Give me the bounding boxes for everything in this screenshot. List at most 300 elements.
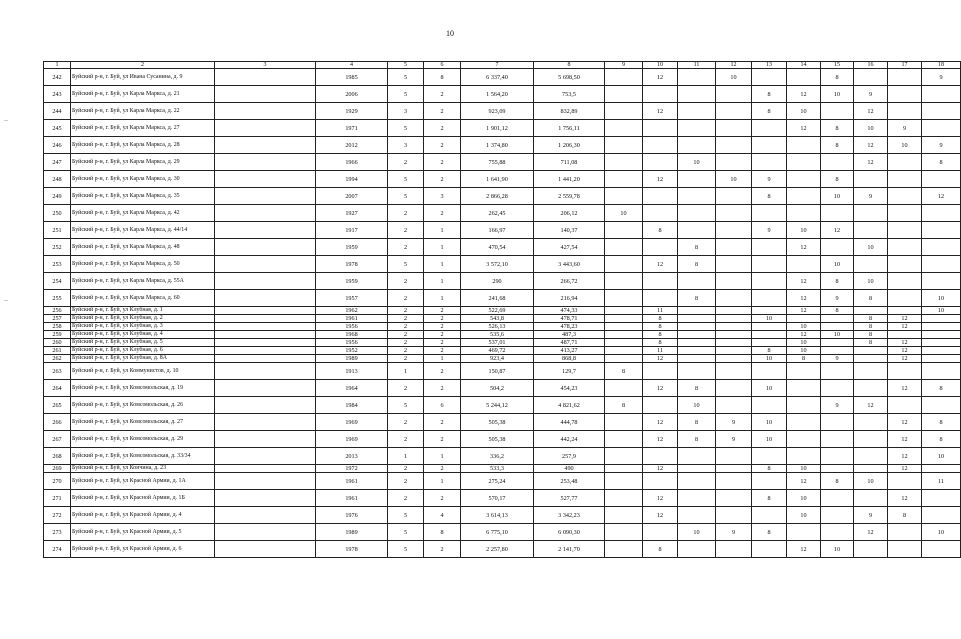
area-cell: 504,2 <box>461 380 534 397</box>
value-cell <box>605 347 643 355</box>
table-row <box>44 524 961 541</box>
value-cell <box>605 154 643 171</box>
value-cell <box>678 307 716 315</box>
value-cell <box>605 380 643 397</box>
value-cell <box>922 355 961 363</box>
value-cell: 12 <box>888 347 922 355</box>
table-row <box>44 120 961 137</box>
row-number-cell: 273 <box>44 524 71 541</box>
value-cell: 1 <box>424 239 461 256</box>
empty-cell <box>215 137 316 154</box>
row-number-cell: 242 <box>44 69 71 86</box>
value-cell <box>605 188 643 205</box>
value-cell <box>605 86 643 103</box>
value-cell: 8 <box>854 323 888 331</box>
area-cell: 474,33 <box>534 307 605 315</box>
table-body <box>44 69 961 558</box>
value-cell: 12 <box>888 355 922 363</box>
address-cell: Буйский р-н, г. Буй, ул Клубная, д. 8А <box>71 355 215 363</box>
value-cell: 8 <box>678 380 716 397</box>
value-cell <box>605 448 643 465</box>
value-cell: 5 <box>388 541 424 558</box>
value-cell: 9 <box>888 120 922 137</box>
area-cell: 241,68 <box>461 290 534 307</box>
table-row <box>44 273 961 290</box>
value-cell: 2 <box>388 323 424 331</box>
area-cell: 1 901,12 <box>461 120 534 137</box>
value-cell <box>821 507 854 524</box>
value-cell <box>716 154 752 171</box>
value-cell: 2 <box>388 465 424 473</box>
row-number-cell: 254 <box>44 273 71 290</box>
table-row <box>44 339 961 347</box>
column-header-18: 18 <box>922 62 961 69</box>
value-cell <box>678 86 716 103</box>
area-cell: 442,24 <box>534 431 605 448</box>
value-cell <box>922 465 961 473</box>
value-cell <box>752 507 787 524</box>
value-cell: 12 <box>787 273 821 290</box>
value-cell <box>854 363 888 380</box>
value-cell: 8 <box>821 69 854 86</box>
value-cell <box>678 507 716 524</box>
value-cell <box>787 256 821 273</box>
address-cell: Буйский р-н, г. Буй, ул Кончина, д. 23 <box>71 465 215 473</box>
area-cell: 6 337,40 <box>461 69 534 86</box>
value-cell: 1966 <box>316 154 388 171</box>
empty-cell <box>215 414 316 431</box>
value-cell <box>678 315 716 323</box>
area-cell: 290 <box>461 273 534 290</box>
area-cell: 535,6 <box>461 331 534 339</box>
value-cell: 8 <box>605 397 643 414</box>
value-cell: 10 <box>678 524 716 541</box>
address-cell: Буйский р-н, г. Буй, ул Красной Армии, д. 5 <box>71 524 215 541</box>
value-cell <box>605 541 643 558</box>
address-cell: Буйский р-н, г. Буй, ул Ивана Сусанина, д. 9 <box>71 69 215 86</box>
value-cell: 12 <box>787 239 821 256</box>
area-cell: 470,54 <box>461 239 534 256</box>
value-cell: 2 <box>388 473 424 490</box>
value-cell: 9 <box>854 86 888 103</box>
table-row <box>44 103 961 120</box>
value-cell <box>854 222 888 239</box>
address-cell: Буйский р-н, г. Буй, ул Красной Армии, д. 1А <box>71 473 215 490</box>
row-number-cell: 257 <box>44 315 71 323</box>
value-cell <box>854 448 888 465</box>
area-cell: 868,8 <box>534 355 605 363</box>
value-cell <box>605 290 643 307</box>
value-cell <box>605 120 643 137</box>
empty-cell <box>215 323 316 331</box>
value-cell <box>605 273 643 290</box>
area-cell: 1 206,30 <box>534 137 605 154</box>
value-cell: 1 <box>424 290 461 307</box>
value-cell: 9 <box>752 171 787 188</box>
value-cell <box>752 290 787 307</box>
value-cell: 12 <box>787 307 821 315</box>
row-number-cell: 272 <box>44 507 71 524</box>
table-row <box>44 473 961 490</box>
value-cell: 12 <box>888 414 922 431</box>
column-header-9: 9 <box>605 62 643 69</box>
value-cell: 8 <box>854 331 888 339</box>
value-cell: 12 <box>787 541 821 558</box>
table-row <box>44 137 961 154</box>
table-row <box>44 465 961 473</box>
value-cell: 10 <box>787 347 821 355</box>
value-cell: 8 <box>752 490 787 507</box>
value-cell: 9 <box>922 69 961 86</box>
value-cell <box>643 188 678 205</box>
value-cell <box>716 347 752 355</box>
value-cell <box>752 541 787 558</box>
value-cell <box>854 205 888 222</box>
value-cell: 8 <box>424 524 461 541</box>
column-header-14: 14 <box>787 62 821 69</box>
area-cell: 923,09 <box>461 103 534 120</box>
value-cell <box>678 339 716 347</box>
address-cell: Буйский р-н, г. Буй, ул Красной Армии, д. 4 <box>71 507 215 524</box>
area-cell: 526,13 <box>461 323 534 331</box>
table-row <box>44 239 961 256</box>
value-cell: 1964 <box>316 380 388 397</box>
value-cell <box>716 363 752 380</box>
address-cell: Буйский р-н, г. Буй, ул Клубная, д. 3 <box>71 323 215 331</box>
area-cell: 6 090,30 <box>534 524 605 541</box>
value-cell <box>854 307 888 315</box>
address-cell: Буйский р-н, г. Буй, ул Карла Маркса, д. 44/14 <box>71 222 215 239</box>
value-cell: 2 <box>424 103 461 120</box>
value-cell: 2 <box>424 205 461 222</box>
row-number-cell: 244 <box>44 103 71 120</box>
area-cell: 490 <box>534 465 605 473</box>
row-number-cell: 246 <box>44 137 71 154</box>
value-cell: 2 <box>388 339 424 347</box>
value-cell <box>716 137 752 154</box>
value-cell <box>888 69 922 86</box>
value-cell: 8 <box>643 541 678 558</box>
value-cell <box>854 256 888 273</box>
value-cell: 2 <box>424 137 461 154</box>
value-cell: 5 <box>388 69 424 86</box>
address-cell: Буйский р-н, г. Буй, ул Клубная, д. 4 <box>71 331 215 339</box>
value-cell <box>643 137 678 154</box>
area-cell: 257,9 <box>534 448 605 465</box>
value-cell <box>854 465 888 473</box>
value-cell <box>922 323 961 331</box>
value-cell <box>716 541 752 558</box>
value-cell: 2 <box>388 307 424 315</box>
value-cell <box>752 69 787 86</box>
value-cell: 2 <box>424 154 461 171</box>
table-row <box>44 222 961 239</box>
value-cell <box>922 507 961 524</box>
row-number-cell: 260 <box>44 339 71 347</box>
value-cell <box>854 171 888 188</box>
row-number-cell: 253 <box>44 256 71 273</box>
area-cell: 454,23 <box>534 380 605 397</box>
value-cell: 2 <box>424 414 461 431</box>
value-cell: 10 <box>787 490 821 507</box>
value-cell: 11 <box>643 307 678 315</box>
value-cell <box>752 339 787 347</box>
table-row <box>44 331 961 339</box>
area-cell: 487,71 <box>534 339 605 347</box>
value-cell <box>821 323 854 331</box>
column-header-1: 1 <box>44 62 71 69</box>
area-cell: 3 443,60 <box>534 256 605 273</box>
value-cell <box>854 347 888 355</box>
value-cell: 12 <box>643 256 678 273</box>
value-cell: 12 <box>821 222 854 239</box>
value-cell <box>716 397 752 414</box>
value-cell <box>888 239 922 256</box>
value-cell <box>922 273 961 290</box>
value-cell: 8 <box>821 137 854 154</box>
value-cell: 5 <box>388 188 424 205</box>
table-row <box>44 347 961 355</box>
value-cell: 1984 <box>316 397 388 414</box>
value-cell <box>605 414 643 431</box>
value-cell <box>888 524 922 541</box>
value-cell <box>643 154 678 171</box>
row-number-cell: 245 <box>44 120 71 137</box>
value-cell <box>643 448 678 465</box>
value-cell <box>605 222 643 239</box>
value-cell <box>854 69 888 86</box>
area-cell: 711,08 <box>534 154 605 171</box>
empty-cell <box>215 154 316 171</box>
value-cell <box>716 120 752 137</box>
address-cell: Буйский р-н, г. Буй, ул Карла Маркса, д. 28 <box>71 137 215 154</box>
value-cell: 2 <box>424 331 461 339</box>
value-cell: 2 <box>424 347 461 355</box>
value-cell: 2 <box>388 154 424 171</box>
area-cell: 1 756,11 <box>534 120 605 137</box>
value-cell <box>605 256 643 273</box>
value-cell: 2 <box>388 222 424 239</box>
value-cell <box>678 490 716 507</box>
address-cell: Буйский р-н, г. Буй, ул Комсомольская, д. 19 <box>71 380 215 397</box>
value-cell <box>787 69 821 86</box>
table-row <box>44 380 961 397</box>
value-cell <box>787 363 821 380</box>
value-cell: 11 <box>922 473 961 490</box>
value-cell: 10 <box>821 331 854 339</box>
area-cell: 262,45 <box>461 205 534 222</box>
row-number-cell: 274 <box>44 541 71 558</box>
value-cell <box>888 363 922 380</box>
value-cell: 2 <box>424 465 461 473</box>
value-cell: 5 <box>388 507 424 524</box>
value-cell <box>821 363 854 380</box>
value-cell: 1985 <box>316 69 388 86</box>
value-cell: 8 <box>643 323 678 331</box>
table-row <box>44 205 961 222</box>
area-cell: 1 374,80 <box>461 137 534 154</box>
value-cell: 12 <box>922 188 961 205</box>
column-header-12: 12 <box>716 62 752 69</box>
area-cell: 5 698,50 <box>534 69 605 86</box>
value-cell <box>787 205 821 222</box>
value-cell <box>605 507 643 524</box>
area-cell: 150,87 <box>461 363 534 380</box>
value-cell: 10 <box>678 397 716 414</box>
value-cell <box>605 465 643 473</box>
value-cell <box>752 205 787 222</box>
value-cell <box>716 507 752 524</box>
value-cell <box>716 448 752 465</box>
table-row <box>44 171 961 188</box>
empty-cell <box>215 347 316 355</box>
value-cell: 1956 <box>316 323 388 331</box>
value-cell: 12 <box>888 323 922 331</box>
column-header-10: 10 <box>643 62 678 69</box>
value-cell: 1957 <box>316 290 388 307</box>
table-row <box>44 256 961 273</box>
value-cell <box>678 541 716 558</box>
value-cell <box>752 323 787 331</box>
value-cell <box>821 448 854 465</box>
column-header-17: 17 <box>888 62 922 69</box>
value-cell <box>922 347 961 355</box>
area-cell: 1 441,20 <box>534 171 605 188</box>
value-cell <box>922 86 961 103</box>
value-cell <box>716 103 752 120</box>
value-cell <box>787 414 821 431</box>
value-cell: 2007 <box>316 188 388 205</box>
value-cell <box>678 222 716 239</box>
value-cell <box>716 339 752 347</box>
value-cell: 5 <box>388 524 424 541</box>
value-cell <box>605 473 643 490</box>
value-cell: 8 <box>821 307 854 315</box>
value-cell <box>643 363 678 380</box>
area-cell: 6 775,10 <box>461 524 534 541</box>
value-cell: 1978 <box>316 256 388 273</box>
scan-edge-mark <box>4 120 8 121</box>
table-row <box>44 507 961 524</box>
empty-cell <box>215 205 316 222</box>
value-cell: 10 <box>854 120 888 137</box>
value-cell <box>922 120 961 137</box>
empty-cell <box>215 541 316 558</box>
address-cell: Буйский р-н, г. Буй, ул Карла Маркса, д. 48 <box>71 239 215 256</box>
value-cell: 2 <box>424 380 461 397</box>
area-cell: 140,37 <box>534 222 605 239</box>
value-cell: 5 <box>388 120 424 137</box>
value-cell: 1978 <box>316 541 388 558</box>
column-header-2: 2 <box>71 62 215 69</box>
table-row <box>44 397 961 414</box>
empty-cell <box>215 380 316 397</box>
value-cell <box>605 524 643 541</box>
area-cell: 753,5 <box>534 86 605 103</box>
table-row <box>44 363 961 380</box>
table-row <box>44 188 961 205</box>
table-row <box>44 431 961 448</box>
value-cell <box>605 339 643 347</box>
area-cell: 522,69 <box>461 307 534 315</box>
value-cell: 2 <box>424 86 461 103</box>
value-cell <box>716 331 752 339</box>
empty-cell <box>215 307 316 315</box>
value-cell: 1956 <box>316 339 388 347</box>
value-cell: 1989 <box>316 355 388 363</box>
row-number-cell: 243 <box>44 86 71 103</box>
area-cell: 166,97 <box>461 222 534 239</box>
value-cell <box>821 347 854 355</box>
value-cell: 2 <box>388 239 424 256</box>
value-cell: 12 <box>643 490 678 507</box>
value-cell: 12 <box>888 315 922 323</box>
empty-cell <box>215 397 316 414</box>
value-cell <box>888 171 922 188</box>
value-cell: 2 <box>424 120 461 137</box>
area-cell: 478,23 <box>534 323 605 331</box>
value-cell <box>922 331 961 339</box>
value-cell: 3 <box>388 137 424 154</box>
area-cell: 427,54 <box>534 239 605 256</box>
value-cell <box>888 86 922 103</box>
value-cell: 8 <box>678 290 716 307</box>
row-number-cell: 255 <box>44 290 71 307</box>
value-cell: 10 <box>821 188 854 205</box>
value-cell: 2 <box>424 307 461 315</box>
value-cell: 2 <box>388 290 424 307</box>
empty-cell <box>215 363 316 380</box>
value-cell: 12 <box>643 103 678 120</box>
value-cell: 12 <box>888 339 922 347</box>
value-cell <box>888 290 922 307</box>
value-cell: 10 <box>787 222 821 239</box>
value-cell: 2 <box>388 380 424 397</box>
value-cell <box>716 256 752 273</box>
empty-cell <box>215 120 316 137</box>
area-cell: 4 821,62 <box>534 397 605 414</box>
row-number-cell: 256 <box>44 307 71 315</box>
area-cell: 505,38 <box>461 431 534 448</box>
value-cell <box>787 380 821 397</box>
value-cell <box>752 397 787 414</box>
column-header-7: 7 <box>461 62 534 69</box>
value-cell <box>787 137 821 154</box>
value-cell <box>854 380 888 397</box>
value-cell <box>821 205 854 222</box>
value-cell: 1 <box>424 256 461 273</box>
address-cell: Буйский р-н, г. Буй, ул Красной Армии, д. 6 <box>71 541 215 558</box>
value-cell: 10 <box>821 256 854 273</box>
table-row <box>44 541 961 558</box>
value-cell <box>752 473 787 490</box>
empty-cell <box>215 239 316 256</box>
value-cell: 9 <box>854 188 888 205</box>
value-cell <box>678 323 716 331</box>
value-cell: 10 <box>854 239 888 256</box>
value-cell: 10 <box>787 323 821 331</box>
area-cell: 206,12 <box>534 205 605 222</box>
value-cell: 8 <box>643 222 678 239</box>
value-cell: 12 <box>787 290 821 307</box>
value-cell: 1952 <box>316 347 388 355</box>
table-row <box>44 490 961 507</box>
value-cell <box>888 256 922 273</box>
area-cell: 478,71 <box>534 315 605 323</box>
value-cell <box>716 307 752 315</box>
value-cell: 10 <box>854 273 888 290</box>
value-cell: 12 <box>854 397 888 414</box>
